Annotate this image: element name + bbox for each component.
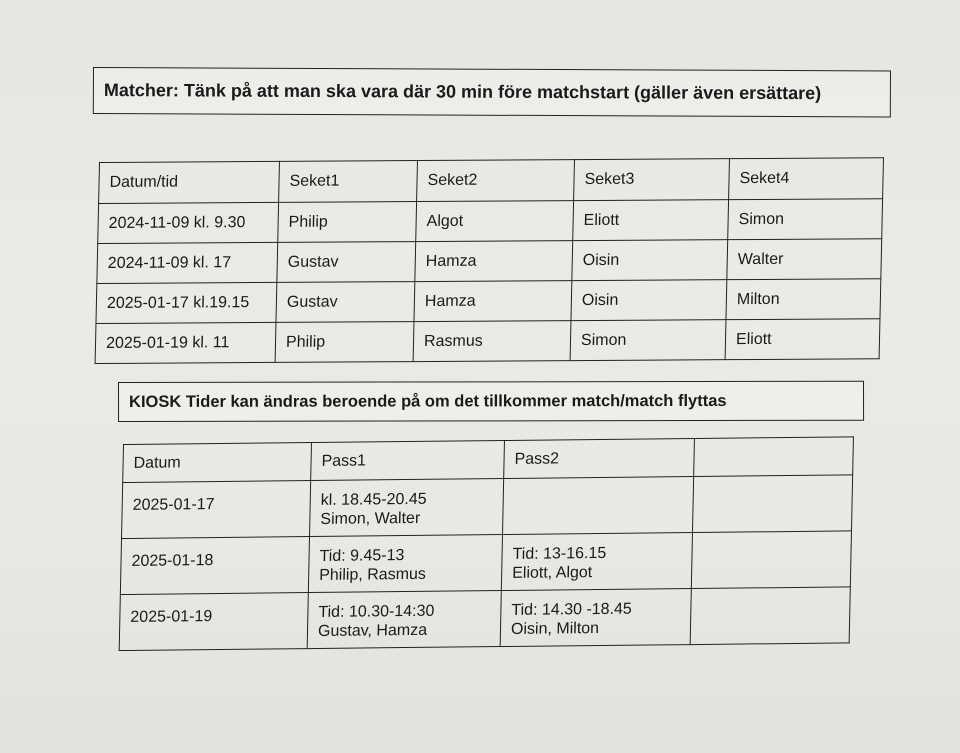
pass2-people: [514, 487, 693, 489]
pass2-cell: [500, 589, 691, 647]
seket3-cell: Eliott: [573, 200, 729, 241]
seket3-cell: Oisin: [572, 240, 728, 281]
column-header-datum: Datum: [123, 443, 312, 483]
pass2-cell: [502, 477, 693, 535]
seket3-cell: Simon: [570, 320, 726, 361]
pass2-time: Tid: 13-16.15: [512, 544, 607, 563]
seket1-cell: Philip: [278, 202, 417, 243]
kiosk-heading: [118, 381, 864, 422]
seket3-cell: Oisin: [571, 280, 727, 321]
column-header-seket3: Seket3: [574, 159, 730, 201]
pass1-people: Gustav, Hamza: [317, 621, 428, 640]
pass1-cell: [308, 535, 502, 593]
seket4-cell: Milton: [726, 279, 881, 320]
extra-cell: [690, 587, 850, 645]
pass1-time: Tid: 10.30-14:30: [318, 602, 435, 621]
table-row: [120, 531, 851, 595]
column-header-seket1: Seket1: [279, 161, 418, 203]
table-row: [96, 279, 881, 324]
matches-heading-text: Matcher: Tänk på att man ska vara där 30 min före matchstart (gäller även ersättare): [103, 80, 822, 104]
table-row: [98, 199, 883, 244]
seket1-cell: Gustav: [276, 282, 415, 323]
pass2-people: Oisin, Milton: [510, 620, 600, 638]
seket1-cell: Philip: [275, 322, 414, 363]
seket4-cell: Eliott: [725, 319, 880, 360]
seket1-cell: Gustav: [277, 242, 416, 283]
column-header-seket2: Seket2: [417, 160, 575, 202]
seket2-cell: Hamza: [415, 241, 573, 282]
pass2-cell: [501, 533, 692, 591]
column-header-empty: [694, 437, 854, 477]
pass1-time: Tid: 9.45-13: [319, 547, 405, 565]
match-date-cell: 2024-11-09 kl. 9.30: [98, 202, 279, 243]
extra-cell: [692, 475, 852, 533]
pass1-time: kl. 18.45-20.45: [320, 490, 427, 509]
pass1-cell: [307, 591, 501, 649]
column-header-pass1: Pass1: [311, 441, 505, 481]
pass1-people: Simon, Walter: [320, 509, 421, 528]
pass2-time: [514, 487, 693, 489]
table-row: [122, 475, 853, 539]
pass1-people: Philip, Rasmus: [319, 565, 427, 584]
kiosk-heading-text: KIOSK Tider kan ändras beroende på om det tillkommer match/match flyttas: [129, 391, 727, 411]
pass1-cell: [310, 479, 504, 537]
matches-header-row: [99, 158, 884, 204]
matches-table: [95, 157, 884, 364]
table-row: [95, 319, 880, 364]
table-row: [97, 239, 882, 284]
seket4-cell: Simon: [728, 199, 883, 240]
kiosk-date-cell: 2025-01-18: [120, 537, 309, 595]
kiosk-date-cell: 2025-01-19: [119, 593, 308, 651]
match-date-cell: 2025-01-19 kl. 11: [95, 322, 276, 363]
seket2-cell: Rasmus: [413, 321, 571, 362]
seket2-cell: Algot: [416, 201, 574, 242]
column-header-seket4: Seket4: [729, 158, 884, 200]
kiosk-date-cell: 2025-01-17: [122, 481, 311, 539]
match-date-cell: 2025-01-17 kl.19.15: [96, 282, 277, 323]
pass2-people: Eliott, Algot: [512, 564, 593, 582]
match-date-cell: 2024-11-09 kl. 17: [97, 242, 278, 283]
column-header-pass2: Pass2: [504, 439, 695, 479]
kiosk-table: [119, 436, 854, 651]
column-header-datum-tid: Datum/tid: [99, 161, 280, 203]
matches-heading: [93, 67, 891, 117]
pass2-time: Tid: 14.30 -18.45: [511, 600, 632, 619]
table-row: [119, 587, 850, 651]
seket2-cell: Hamza: [414, 281, 572, 322]
extra-cell: [691, 531, 851, 589]
seket4-cell: Walter: [727, 239, 882, 280]
